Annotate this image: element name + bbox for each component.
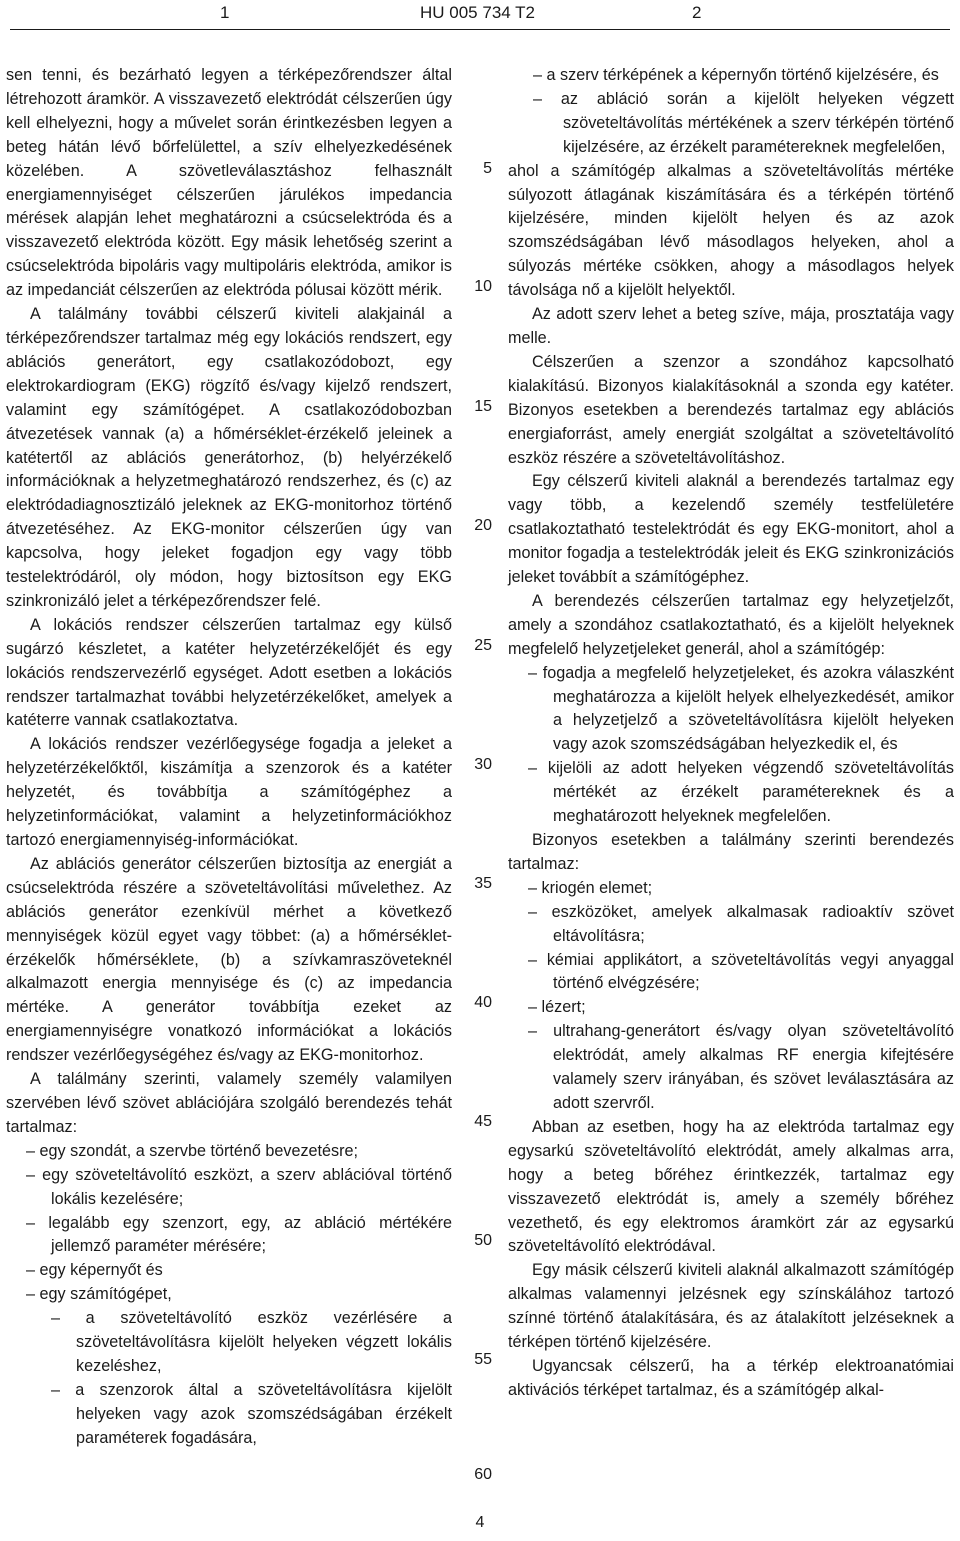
list-item: – egy szöveteltávolító eszközt, a szerv ablációval történő lokális kezelésére; [26, 1165, 452, 1208]
right-paragraph-9: Ugyancsak célszerű, ha a térkép elektroanatómiai aktivációs térképet tartalmaz, és a számítógép alkal- [508, 1356, 954, 1399]
line-number: 10 [474, 278, 492, 295]
left-paragraph-2: A találmány további célszerű kiviteli alakjainál a térképezőrendszer tartalmaz még egy lokációs rendszert, egy ablációs generátort, egy csatlakozódobozt, egy elektrokardiogram (EKG) rögzítő és/vagy kijelző rendszert, valamint egy számítógépet. A csatlakozódobozban átvezetések vannak (a) a hőmérséklet-érzékelő jeleinek a katétertől az ablációs generátorhoz, (b) helyérzékelő információknak a helyzetmeghatározó rendszerhez, és (c) az elektródadiagnosztizáló jeleknek az EKG-monitorhoz történő átvezetéséhez. Az EKG-monitor célszerűen úgy van kapcsolva, hogy jeleket fogadjon egy vagy több testelektródáról, oly módon, hogy biztosítson egy EKG szinkronizáló jelet a térképezőrendszer felé. [6, 305, 452, 610]
line-number: 25 [474, 637, 492, 654]
right-paragraph-8: Egy másik célszerű kiviteli alaknál alkalmazott számítógép alkalmas valamennyi jelzésnek egy színskálához tartozó színné történő átalakítására, és az átalakított jelzéseknek a térképen történő kijelzésére. [508, 1261, 954, 1352]
right-column [508, 64, 954, 1403]
footer-page-number: 4 [475, 1514, 485, 1531]
left-column [6, 64, 452, 1451]
list-item: – ultrahang-generátort és/vagy olyan szöveteltávolító elektródát, amely alkalmas RF energia kifejtésére valamely szerv irányában, és szövet leválasztására az adott szervről. [528, 1022, 954, 1112]
left-paragraph-4: A lokációs rendszer vezérlőegysége fogadja a jeleket a helyzetérzékelőktől, kiszámítja a szenzorok és a katéter helyzetét, és továbbítja a számítógéphez a helyzetinformációkat, valamint a helyzetinformációkhoz tartozó energiamennyiség-információkat. [6, 735, 452, 849]
list-item: – kémiai applikátort, a szöveteltávolítás vegyi anyaggal történő elvégzésére; [528, 950, 954, 993]
line-number: 5 [483, 160, 492, 177]
line-number: 50 [474, 1232, 492, 1249]
line-number: 35 [474, 875, 492, 892]
right-paragraph-7: Abban az esetben, hogy ha az elektróda tartalmaz egy egysarkú szöveteltávolító elektródát, amely alkalmas arra, hogy a beteg bőréhez érintkezzék, tartalmaz egy visszavezető elektródát is, amely a személy bőréhez vezethető, és egy elektromos áramkört zár az egysarkú szöveteltávolító elektródával. [508, 1117, 954, 1256]
line-number: 15 [474, 398, 492, 415]
list-item: – egy számítógépet, [26, 1285, 172, 1304]
header-patent-number: HU 005 734 T2 [420, 3, 535, 22]
list-item: – kriogén elemet; [528, 878, 653, 897]
list-item: – lézert; [528, 998, 586, 1017]
sublist-item: – a szenzorok által a szöveteltávolításra kijelölt helyeken vagy azok szomszédságában érzékelt paraméterek fogadására, [51, 1380, 452, 1447]
right-paragraph-3: Célszerűen a szenzor a szondához kapcsolható kialakítású. Bizonyos kialakításoknál a szonda egy katéter. Bizonyos esetekben a berendezés tartalmaz egy ablációs energiaforrást, amely energiát szolgáltat a szöveteltávolító eszköz részére a szöveteltávolításhoz. [508, 352, 954, 467]
list-item: – eszközöket, amelyek alkalmasak radioaktív szövet eltávolításra; [528, 902, 954, 945]
right-paragraph-6: Bizonyos esetekben a találmány szerinti berendezés tartalmaz: [508, 831, 954, 873]
right-paragraph-1: ahol a számítógép alkalmas a szöveteltávolítás mértéke súlyozott átlagának kiszámítására és a térképén történő kijelzésére, minden kijelölt helyen és az azok szomszédságában lévő másodlagos helyeken, ahol a súlyozás mértéke csökken, ahogy a másodlagos helyek távolsága nő a kijelölt helyektől. [508, 161, 954, 300]
list-item: – egy képernyőt és [26, 1261, 163, 1280]
list-item: – a szerv térképének a képernyőn történő kijelzésére, és [533, 66, 939, 84]
left-paragraph-6: A találmány szerinti, valamely személy valamilyen szervében lévő szövet ablációjára szolgáló berendezés tehát tartalmaz: [6, 1070, 452, 1136]
header-page-left: 1 [220, 3, 230, 22]
right-paragraph-5: A berendezés célszerűen tartalmaz egy helyzetjelzőt, amely a szondához csatlakoztatható, és a kijelölt helyeknek megfelelő helyzetjeleket generál, ahol a számítógép: [508, 591, 954, 658]
list-item: – az abláció során a kijelölt helyeken végzett szöveteltávolítás mértékének a szerv térképén történő kijelzésére, az érzékelt paramétereknek megfelelően, [533, 89, 954, 156]
left-paragraph-1: sen tenni, és bezárható legyen a térképezőrendszer által létrehozott áramkör. A visszavezető elektródát célszerűen úgy kell elhelyezni, hogy a művelet során érintkezésben legyen a beteg hátán lévő bőrfelülettel, a szív elhelyezkedésének közelében. A szövetleválasztáshoz felhasznált energiamennyiséget célszerűen járulékos impedancia mérések alapján lehet meghatározni a csúcselektróda és a visszavezető elektróda között. Egy másik lehetőség szerint a csúcselektróda bipoláris vagy multipoláris elektróda, amikor is az impedanciát célszerűen az elektróda pólusai között mérik. [6, 66, 452, 300]
list-item: – legalább egy szenzort, egy, az abláció mértékére jellemző paraméter mérésére; [26, 1213, 452, 1256]
header-rule [10, 29, 950, 30]
line-number: 45 [474, 1113, 492, 1130]
page-header [0, 0, 960, 30]
page-footer [0, 1514, 960, 1532]
line-number: 40 [474, 994, 492, 1011]
line-number: 60 [474, 1466, 492, 1483]
sublist-item: – a szöveteltávolító eszköz vezérlésére a szöveteltávolításra kijelölt helyeken végzett lokális kezeléshez, [51, 1309, 452, 1375]
line-number: 30 [474, 756, 492, 773]
list-item: – fogadja a megfelelő helyzetjeleket, és azokra válaszként meghatározza a kijelölt helyek elhelyezkedését, amikor a helyzetjelző a szöveteltávolításra kijelölt helyeken vagy azok szomszédságában helyezkedik el, és [528, 663, 954, 754]
right-paragraph-4: Egy célszerű kiviteli alaknál a berendezés tartalmaz egy vagy több, a kezelendő személy testfelületére csatlakoztatható testelektródát és egy EKG-monitort, ahol a monitor fogadja a testelektródák jeleit és EKG szinkronizációs jeleket továbbít a számítógéphez. [508, 472, 954, 587]
line-number: 55 [474, 1351, 492, 1368]
header-page-right: 2 [692, 3, 702, 22]
left-paragraph-5: Az ablációs generátor célszerűen biztosítja az energiát a csúcselektróda részére a szöveteltávolítási művelethez. Az ablációs generátor ezenkívül mérhet a következő mennyiségek közül egyet vagy többet: (a) a hőmérséklet-érzékelők hőmérséklete, (b) a szívkamraszöveteknél alkalmazott energia mennyisége és (c) az impedancia mértéke. A generátor továbbítja ezeket az energiamennyiségre vonatkozó információkat a lokációs rendszer vezérlőegységéhez és/vagy az EKG-monitorhoz. [6, 854, 452, 1065]
left-paragraph-3: A lokációs rendszer célszerűen tartalmaz egy külső sugárzó készletet, a katéter helyzetérzékelőjét és egy lokációs rendszervezérlő egységet. Adott esetben a lokációs rendszer tartalmazhat további helyzetérzékelőket, amelyek a katéterre vannak csatlakoztatva. [6, 615, 452, 730]
list-item: – egy szondát, a szervbe történő bevezetésre; [26, 1141, 359, 1160]
right-paragraph-2: Az adott szerv lehet a beteg szíve, mája, prosztatája vagy melle. [508, 305, 954, 347]
list-item: – kijelöli az adott helyeken végzendő szöveteltávolítás mértékét az érzékelt paramétereknek és a meghatározott helyeknek megfelelően. [528, 759, 954, 826]
line-number: 20 [474, 517, 492, 534]
